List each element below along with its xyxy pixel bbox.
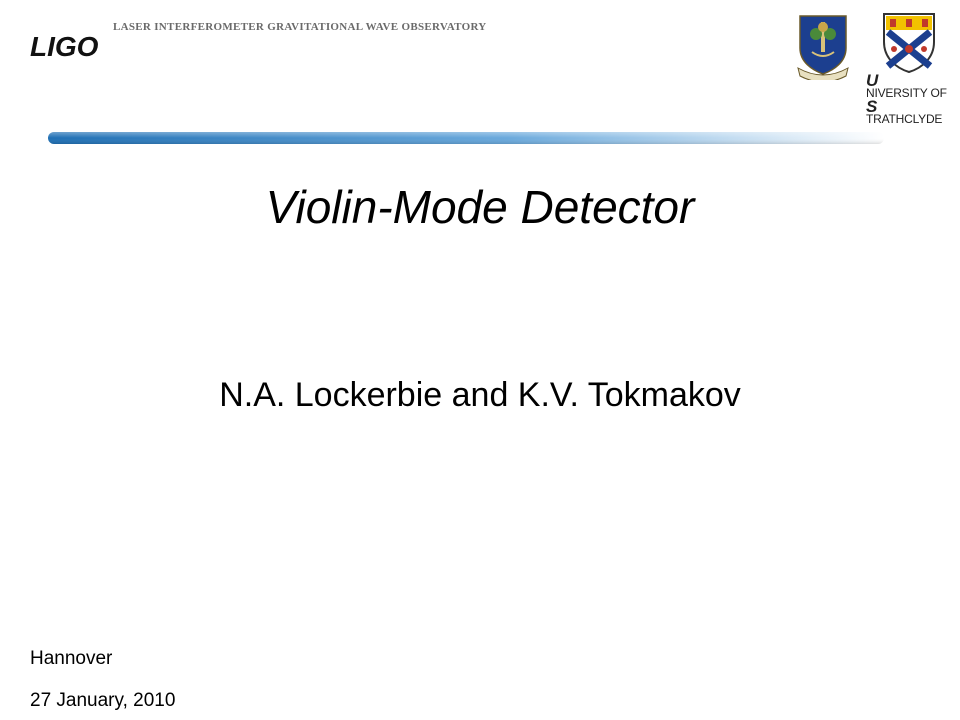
header-divider-bar [48,131,884,145]
slide-authors: N.A. Lockerbie and K.V. Tokmakov [219,376,741,414]
glasgow-crest-icon [794,12,852,80]
slide-title: Violin-Mode Detector [265,181,695,233]
strathclyde-logo [866,12,954,126]
wordmark-initial-s: S [866,97,878,116]
wordmark-line2: TRATHCLYDE [866,112,943,126]
ligo-logo [30,26,110,66]
header-tagline: LASER INTERFEROMETER GRAVITATIONAL WAVE OBSERVATORY [113,21,487,33]
strathclyde-shield-icon [880,12,938,74]
footer-place: Hannover [30,648,113,669]
wordmark-line1: NIVERSITY OF [866,86,947,100]
ligo-logo-text: LIGO [30,31,99,62]
wordmark-initial-u: U [866,71,879,90]
footer-date: 27 January, 2010 [30,690,176,711]
strathclyde-wordmark [866,71,956,126]
